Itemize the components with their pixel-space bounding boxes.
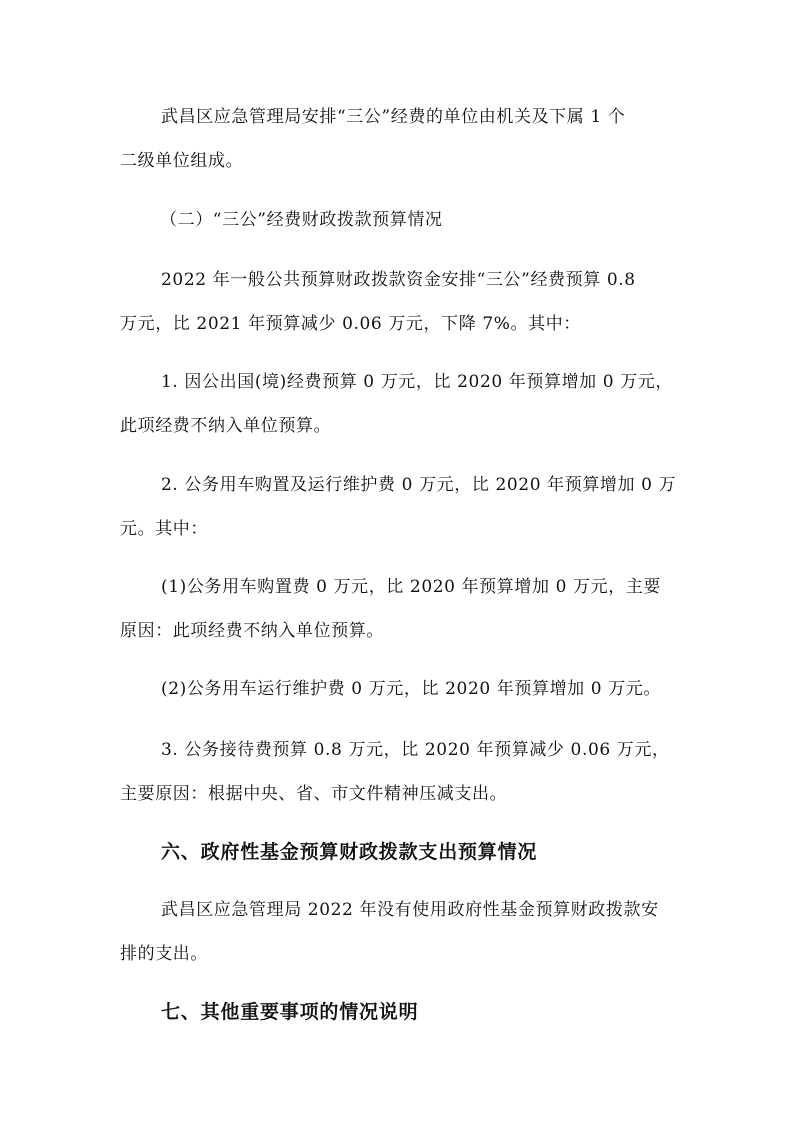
- paragraph-line: 万元，比 2021 年预算减少 0.06 万元，下降 7%。其中：: [120, 314, 581, 334]
- paragraph-line: 二级单位组成。: [120, 151, 244, 171]
- list-item-line: 此项经费不纳入单位预算。: [120, 416, 332, 436]
- list-item-line: 主要原因：根据中央、省、市文件精神压减支出。: [120, 784, 508, 804]
- subsection-title: （二）“三公”经费财政拨款预算情况: [160, 210, 443, 230]
- list-item-line: 2. 公务用车购置及运行维护费 0 万元，比 2020 年预算增加 0 万: [161, 475, 677, 495]
- list-item-line: 3. 公务接待费预算 0.8 万元，比 2020 年预算减少 0.06 万元，: [161, 740, 670, 760]
- list-item-line: 原因：此项经费不纳入单位预算。: [120, 621, 384, 641]
- paragraph-line: 武昌区应急管理局安排“三公”经费的单位由机关及下属 1 个: [161, 107, 626, 127]
- paragraph-line: 2022 年一般公共预算财政拨款资金安排“三公”经费预算 0.8: [161, 270, 636, 290]
- list-item-line: (1)公务用车购置费 0 万元，比 2020 年预算增加 0 万元，主要: [161, 577, 661, 597]
- section-heading: 七、其他重要事项的情况说明: [161, 1001, 419, 1023]
- section-heading: 六、政府性基金预算财政拨款支出预算情况: [161, 841, 538, 863]
- list-item-line: 元。其中：: [120, 519, 208, 539]
- list-item-line: (2)公务用车运行维护费 0 万元，比 2020 年预算增加 0 万元。: [161, 679, 661, 699]
- paragraph-line: 排的支出。: [120, 944, 208, 964]
- paragraph-line: 武昌区应急管理局 2022 年没有使用政府性基金预算财政拨款安: [161, 900, 659, 920]
- list-item-line: 1. 因公出国(境)经费预算 0 万元，比 2020 年预算增加 0 万元，: [161, 372, 674, 392]
